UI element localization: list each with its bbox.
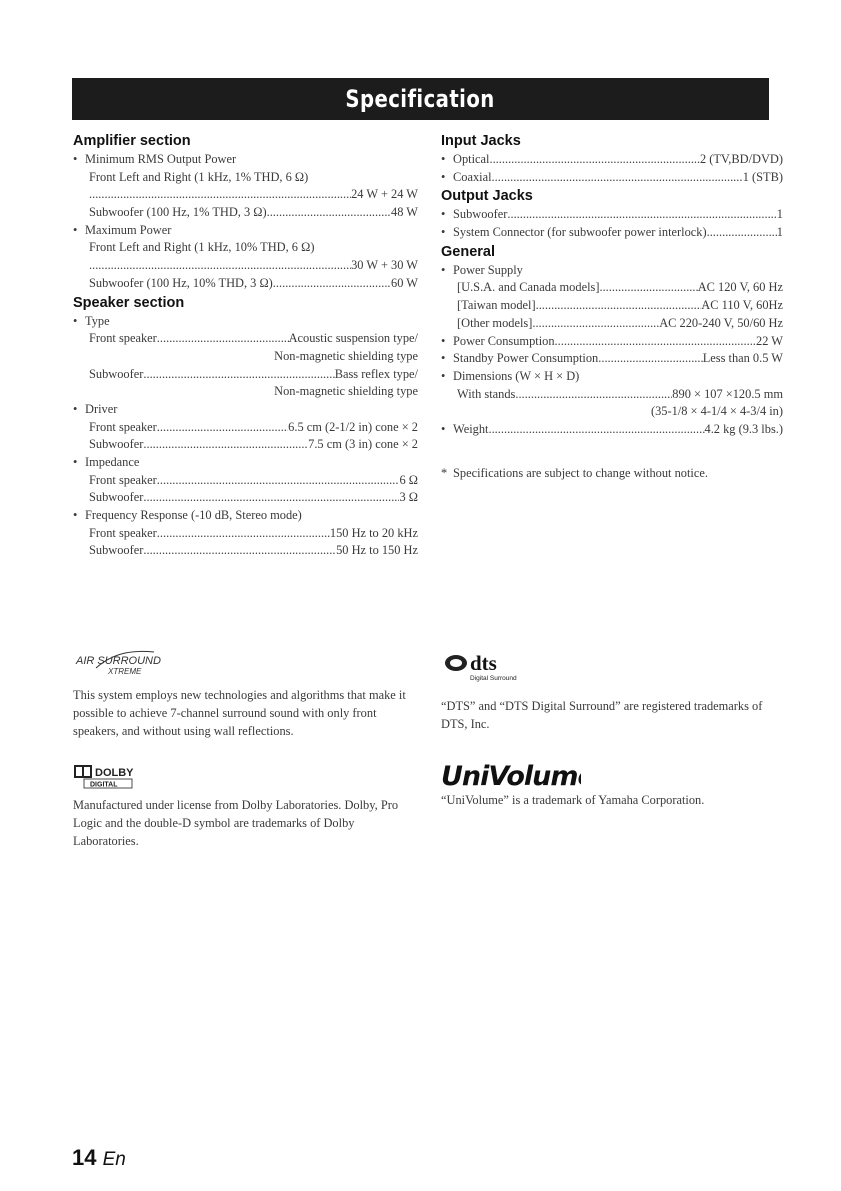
amplifier-heading: Amplifier section (73, 133, 191, 149)
optical-label: • Optical (453, 152, 490, 166)
type-sub-value2: Non-magnetic shielding type (274, 384, 418, 399)
freq-front-row (73, 525, 418, 543)
type-sub-value: Bass reflex type/ (334, 366, 418, 381)
driver-sub-row (73, 436, 418, 454)
univolume-logo-text: UniVolume (441, 761, 581, 792)
type-front-value: Acoustic suspension type/ (288, 331, 418, 346)
speaker-heading: Speaker section (73, 294, 185, 311)
min-front-row (73, 186, 418, 204)
type-front-value2: Non-magnetic shielding type (274, 348, 418, 363)
imp-front-value: 6 Ω (399, 472, 418, 487)
consumption-value: 22 W (756, 333, 783, 348)
driver-front-row (73, 419, 418, 437)
impedance-item: • Impedance (73, 454, 418, 472)
imp-sub-row (73, 489, 418, 507)
left-column (73, 131, 418, 560)
us-label: [U.S.A. and Canada models] (457, 280, 600, 295)
digital-text: DIGITAL (90, 781, 118, 789)
page-title: Specification (345, 85, 496, 113)
subwoofer-out-label: • Subwoofer (453, 207, 508, 222)
right-column (441, 131, 783, 482)
stands-row (441, 386, 783, 404)
page-language: En (102, 1149, 126, 1170)
min-sub-row (73, 204, 418, 222)
note-text: Specifications are subject to change without notice. (453, 465, 708, 480)
syscon-label: • System Connector (for subwoofer power interlock) (453, 225, 707, 240)
tw-row (441, 297, 783, 315)
driver-front-label: Front speaker (89, 419, 157, 434)
other-value: AC 220-240 V, 50/60 Hz (659, 315, 783, 330)
stands-value2: (35-1/8 × 4-1/4 × 4-3/4 in) (650, 404, 783, 419)
note-asterisk: * (441, 465, 448, 480)
air-surround-logo (74, 648, 164, 681)
dts-paragraph: “DTS” and “DTS Digital Surround” are registered trademarks of DTS, Inc. (441, 699, 763, 731)
min-sub-label: Subwoofer (100 Hz, 1% THD, 3 Ω) (89, 205, 267, 220)
type-item: • Type (73, 313, 418, 331)
input-jacks-heading: Input Jacks (441, 133, 521, 149)
dolby-text: DOLBY (95, 767, 134, 779)
air-surround-paragraph: This system employs new technologies and algorithms that make it possible to achieve 7-channel surround sound with only front speakers, and without using wall reflections. (73, 688, 406, 738)
driver-item: • Driver (73, 401, 418, 419)
optical-value: 2 (TV,BD/DVD) (699, 152, 783, 166)
freq-front-label: Front speaker (89, 525, 157, 540)
syscon-value: 1 (776, 225, 783, 240)
max-sub-label: Subwoofer (100 Hz, 10% THD, 3 Ω) (89, 275, 273, 290)
type-front-label: Front speaker (89, 331, 157, 346)
max-power-item: • Maximum Power (73, 222, 418, 240)
output-jacks-heading: Output Jacks (441, 188, 533, 205)
min-rms-item: • Minimum RMS Output Power (73, 151, 418, 169)
coaxial-label: • Coaxial (453, 169, 492, 184)
tw-label: [Taiwan model] (457, 298, 536, 313)
stands-label: With stands (457, 386, 516, 401)
general-heading: General (441, 243, 495, 260)
min-front-value: 24 W + 24 W (351, 187, 418, 202)
us-row (441, 279, 783, 297)
stands-value: 890 × 107 ×120.5 mm (672, 386, 783, 401)
imp-sub-value: 3 Ω (399, 490, 418, 505)
imp-sub-label: Subwoofer (89, 490, 144, 505)
other-row (441, 315, 783, 333)
page-number-value: 14 (72, 1145, 97, 1170)
syscon-row (441, 224, 783, 242)
standby-value: Less than 0.5 W (702, 351, 783, 366)
other-label: [Other models] (457, 315, 533, 330)
us-value: AC 120 V, 60 Hz (697, 280, 783, 295)
optical-row (441, 151, 783, 169)
coaxial-value: 1 (STB) (742, 169, 783, 184)
imp-front-label: Front speaker (89, 472, 157, 487)
consumption-label: • Power Consumption (453, 333, 555, 348)
driver-front-value: 6.5 cm (2-1/2 in) cone × 2 (288, 419, 418, 434)
tw-value: AC 110 V, 60Hz (701, 298, 783, 313)
dolby-logo (74, 764, 174, 795)
subwoofer-out-value: 1 (776, 207, 783, 222)
standby-row (441, 350, 783, 368)
max-sub-value: 60 W (391, 275, 418, 290)
weight-label: • Weight (453, 421, 489, 436)
type-sub-label: Subwoofer (89, 366, 144, 381)
dts-logo (442, 652, 532, 687)
dts-text: dts (470, 652, 497, 675)
dolby-paragraph: Manufactured under license from Dolby Laboratories. Dolby, Pro Logic and the double-D symbol are trademarks of Dolby Laboratories. (73, 798, 399, 848)
freq-sub-label: Subwoofer (89, 543, 144, 558)
min-sub-value: 48 W (391, 205, 418, 220)
type-sub-row (73, 366, 418, 384)
spec-note (441, 465, 783, 483)
consumption-row (441, 333, 783, 351)
dts-sub-text: Digital Surround (470, 675, 517, 682)
air-surround-text: AIR SURROUND (76, 655, 161, 667)
weight-row (441, 421, 783, 439)
freq-sub-value: 50 Hz to 150 Hz (336, 543, 418, 558)
type-front-row (73, 330, 418, 348)
univolume-paragraph: “UniVolume” is a trademark of Yamaha Corporation. (441, 793, 705, 807)
max-front-row (73, 257, 418, 275)
freq-sub-row (73, 542, 418, 560)
driver-sub-label: Subwoofer (89, 437, 144, 452)
freq-front-value: 150 Hz to 20 kHz (329, 525, 418, 540)
freq-item: • Frequency Response (-10 dB, Stereo mode) (73, 507, 418, 525)
dimensions-item: • Dimensions (W × H × D) (441, 368, 783, 386)
max-front-label: Front Left and Right (1 kHz, 10% THD, 6 Ω) (89, 240, 315, 255)
standby-label: • Standby Power Consumption (453, 351, 599, 366)
coaxial-row (441, 169, 783, 187)
title-bar (72, 78, 769, 120)
weight-value: 4.2 kg (9.3 lbs.) (704, 421, 783, 436)
page-number (72, 1145, 126, 1171)
max-front-value: 30 W + 30 W (351, 258, 418, 273)
max-sub-row (73, 275, 418, 293)
imp-front-row (73, 472, 418, 490)
driver-sub-value: 7.5 cm (3 in) cone × 2 (308, 437, 418, 452)
subwoofer-out-row (441, 206, 783, 224)
power-supply-item: • Power Supply (441, 262, 783, 280)
min-front-label: Front Left and Right (1 kHz, 1% THD, 6 Ω) (89, 169, 309, 184)
xtreme-text: XTREME (108, 667, 142, 676)
